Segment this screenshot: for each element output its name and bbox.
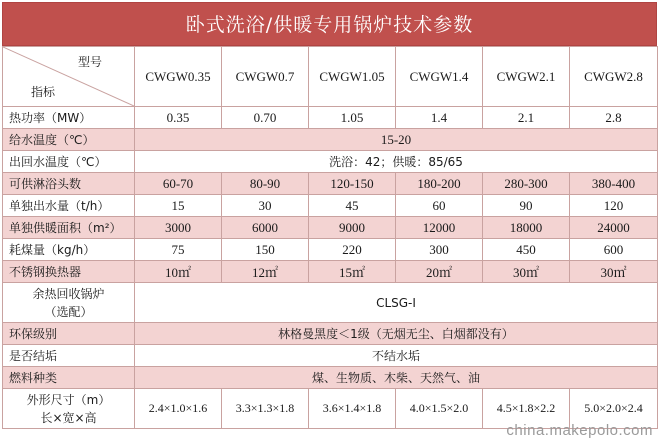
row-label: 给水温度（℃） [3,129,135,151]
watermark: china.makepolo.com [506,422,653,439]
table-cell: 75 [135,239,222,261]
table-cell: 380-400 [570,173,658,195]
table-cell: 林格曼黑度＜1级（无烟无尘、白烟都没有） [135,323,658,345]
table-cell: 120-150 [309,173,396,195]
table-cell: 24000 [570,217,658,239]
table-row [3,367,658,389]
table-cell: 0.70 [222,107,309,129]
table-cell: 9000 [309,217,396,239]
table-cell: 30㎡ [570,261,658,283]
table-cell: 4.5×1.8×2.2 [483,389,570,429]
model-header: CWGW1.05 [309,47,396,107]
table-row [3,261,658,283]
table-row [3,239,658,261]
table-cell: 300 [396,239,483,261]
table-cell: 洗浴：42；供暖：85/65 [135,151,658,173]
row-label: 燃料种类 [3,367,135,389]
table-row [3,107,658,129]
table-row [3,195,658,217]
row-label: 出回水温度（℃） [3,151,135,173]
diagonal-divider [3,47,134,106]
table-cell: 4.0×1.5×2.0 [396,389,483,429]
table-title: 卧式洗浴/供暖专用锅炉技术参数 [2,2,657,46]
table-cell: 2.4×1.0×1.6 [135,389,222,429]
table-cell: 45 [309,195,396,217]
row-label-line: （选配） [44,304,93,319]
table-cell: 220 [309,239,396,261]
row-label: 热功率（MW） [3,107,135,129]
spec-table [2,46,658,429]
table-cell: 12㎡ [222,261,309,283]
row-label: 耗煤量（kg/h） [3,239,135,261]
table-cell: 15 [135,195,222,217]
table-cell: 5.0×2.0×2.4 [570,389,658,429]
row-label: 不锈钢换热器 [3,261,135,283]
model-header: CWGW0.35 [135,47,222,107]
table-cell: 2.1 [483,107,570,129]
table-cell: 3000 [135,217,222,239]
row-label-line: 余热回收锅炉 [32,286,105,301]
table-cell: 2.8 [570,107,658,129]
table-cell: 30㎡ [483,261,570,283]
table-row [3,345,658,367]
model-header: CWGW0.7 [222,47,309,107]
row-label: 单独供暖面积（m²） [3,217,135,239]
spec-sheet [2,2,657,438]
table-cell: 12000 [396,217,483,239]
table-row [3,323,658,345]
table-cell: 6000 [222,217,309,239]
table-cell: 15-20 [135,129,658,151]
table-cell: 450 [483,239,570,261]
table-cell: 0.35 [135,107,222,129]
table-cell: 20㎡ [396,261,483,283]
table-cell: 10㎡ [135,261,222,283]
table-row [3,283,658,323]
model-header: CWGW2.1 [483,47,570,107]
row-label: 环保级别 [3,323,135,345]
row-label [3,283,135,323]
table-cell: 30 [222,195,309,217]
table-row [3,129,658,151]
table-cell: 80-90 [222,173,309,195]
table-row [3,173,658,195]
model-header: CWGW2.8 [570,47,658,107]
table-cell: CLSG-I [135,283,658,323]
row-label: 是否结垢 [3,345,135,367]
table-cell: 15㎡ [309,261,396,283]
table-cell: 90 [483,195,570,217]
table-cell: 180-200 [396,173,483,195]
table-cell: 18000 [483,217,570,239]
table-cell: 60 [396,195,483,217]
row-label-line: 长×宽×高 [40,410,97,425]
table-cell: 120 [570,195,658,217]
corner-cell [3,47,135,107]
table-cell: 不结水垢 [135,345,658,367]
corner-indicator-label: 指标 [31,85,56,99]
table-cell: 3.6×1.4×1.8 [309,389,396,429]
row-label-line: 外形尺寸（m） [26,392,111,407]
table-cell: 1.4 [396,107,483,129]
table-row [3,151,658,173]
corner-model-label: 型号 [77,55,102,69]
row-label [3,389,135,429]
row-label: 单独出水量（t/h） [3,195,135,217]
table-cell: 煤、生物质、木柴、天然气、油 [135,367,658,389]
table-cell: 600 [570,239,658,261]
header-row [3,47,658,107]
row-label: 可供淋浴头数 [3,173,135,195]
table-cell: 60-70 [135,173,222,195]
model-header: CWGW1.4 [396,47,483,107]
table-row [3,217,658,239]
table-cell: 150 [222,239,309,261]
table-cell: 1.05 [309,107,396,129]
table-cell: 280-300 [483,173,570,195]
table-cell: 3.3×1.3×1.8 [222,389,309,429]
